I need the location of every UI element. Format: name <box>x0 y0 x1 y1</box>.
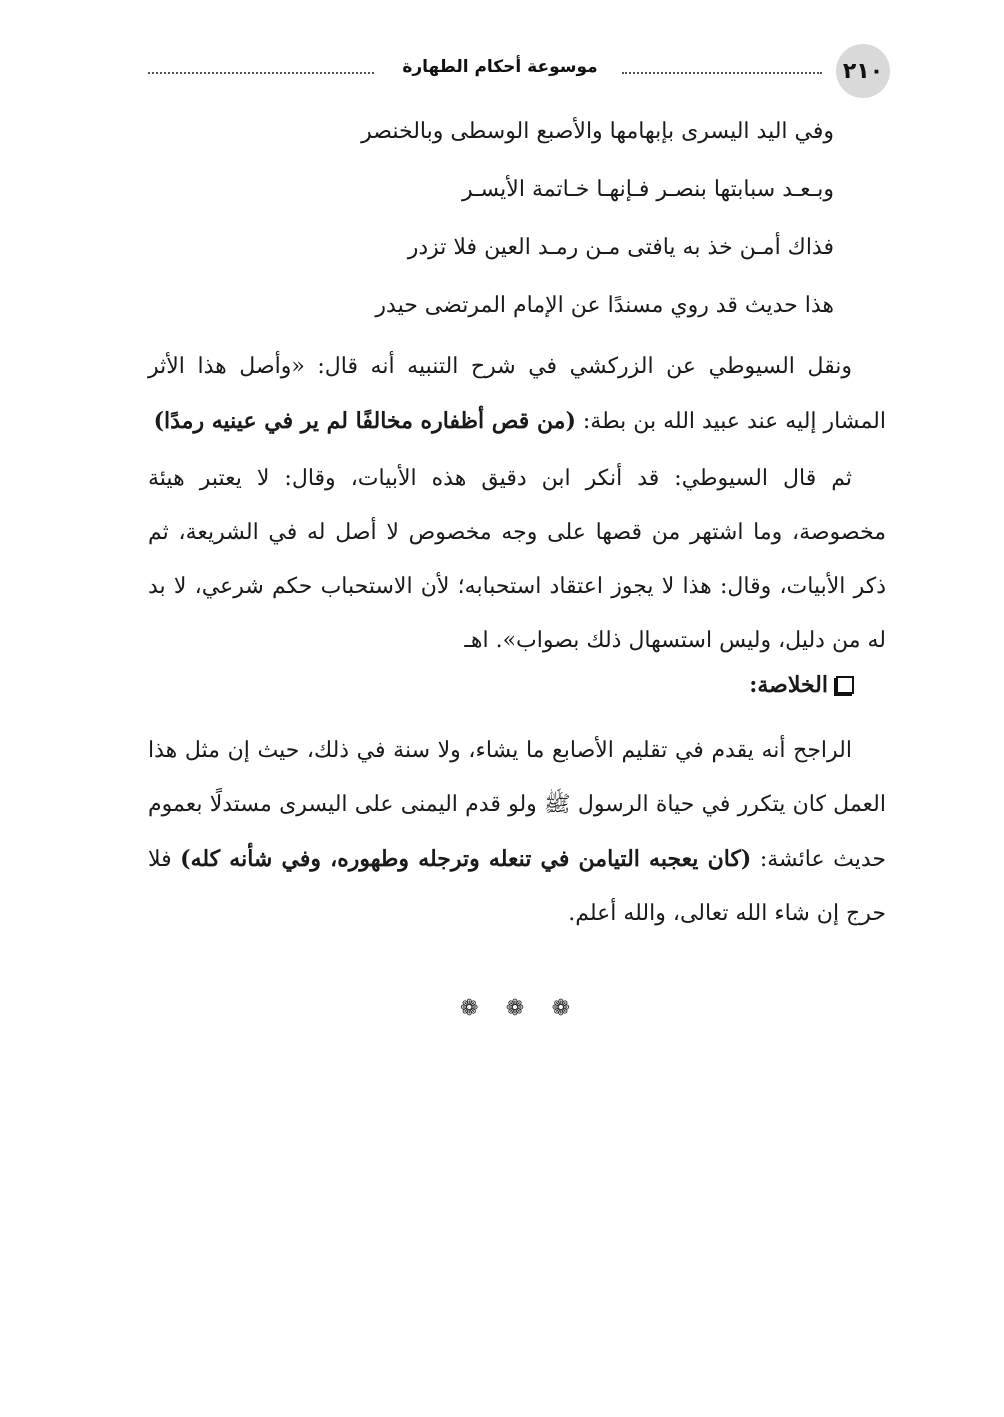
summary-heading-text: الخلاصة: <box>749 672 828 698</box>
paragraph-text: فلا حرج إن شاء الله تعالى، والله أعلم. <box>148 847 886 926</box>
paragraph-text: الراجح أنه يقدم في تقليم الأصابع ما يشاء، ولا سنة في ذلك، حيث إن مثل هذا العمل كان يتكرر في حياة الرسول ﷺ ولو قدم اليمنى على اليسرى مستدلًا بعموم حديث عائشة: <box>148 738 886 872</box>
summary-heading <box>749 665 854 705</box>
paragraph-suyuti-critique <box>148 452 886 668</box>
flower-ornament-icon: ❁ <box>551 996 570 1021</box>
header-dotted-rule-left <box>148 72 374 74</box>
paragraph-zarkashi-quote <box>148 340 886 449</box>
flower-ornament-icon: ❁ <box>460 996 479 1021</box>
header-dotted-rule-right <box>622 72 822 74</box>
paragraph-text: ونقل السيوطي عن الزركشي في شرح التنبيه أنه قال: «وأصل هذا الأثر المشار إليه عند عبيد الله بن بطة: <box>148 354 886 434</box>
verse-line: وبـعـد سبابتها بنصـر فـإنهـا خـاتمة الأيسـر <box>461 177 834 202</box>
poem-verses <box>314 112 834 344</box>
running-title: موسوعة أحكام الطهارة <box>402 57 598 77</box>
paragraph-conclusion <box>148 724 886 941</box>
checkbox-square-icon <box>836 676 854 694</box>
hadith-quote-bold: (من قص أظفاره مخالفًا لم ير في عينيه رمدًا) <box>153 408 576 434</box>
page-header <box>140 44 890 100</box>
hadith-quote-bold: (كان يعجبه التيامن في تنعله وترجله وطهوره، وفي شأنه كله) <box>180 846 752 872</box>
flower-ornament-icon: ❁ <box>505 996 525 1021</box>
page-number: ٢١٠ <box>836 44 890 98</box>
verse-line: هذا حديث قد روي مسندًا عن الإمام المرتضى حيدر <box>375 293 834 318</box>
paragraph-text: ثم قال السيوطي: قد أنكر ابن دقيق هذه الأبيات، وقال: لا يعتبر هيئة مخصوصة، وما اشتهر من قصها على وجه مخصوص لا أصل له في الشريعة، ثم ذكر الأبيات، وقال: هذا لا يجوز اعتقاد استحبابه؛ لأن الاستحباب حكم شرعي، لا بد له من دليل، وليس استسهال ذلك بصواب». اهـ <box>148 466 886 653</box>
section-end-ornaments <box>460 996 570 1021</box>
verse-line: وفي اليد اليسرى بإبهامها والأصبع الوسطى وبالخنصر <box>361 119 834 144</box>
verse-line: فذاك أمـن خذ به يافتى مـن رمـد العين فلا تزدر <box>407 235 834 260</box>
